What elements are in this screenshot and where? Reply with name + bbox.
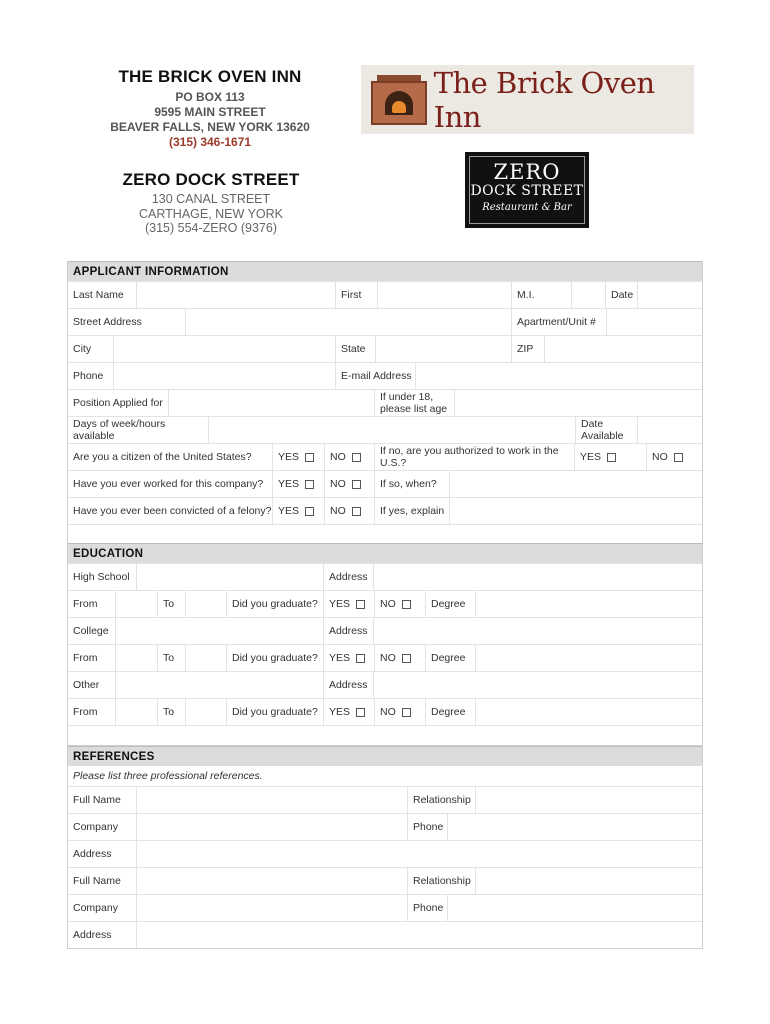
if-yes-field[interactable] [449,498,704,524]
ref2-relationship-field[interactable] [475,868,704,894]
ref2-relationship-label: Relationship [407,868,475,894]
authorized-yes-label: YES [580,451,602,463]
ref1-name-row [68,786,702,813]
date-field[interactable] [637,282,704,308]
position-field[interactable] [168,390,374,416]
ref1-address-label: Address [73,848,112,860]
education-heading: EDUCATION [68,543,702,563]
college-row [68,617,702,644]
last-name-label: Last Name [73,289,124,301]
worked-yes[interactable] [272,471,324,497]
spacer [68,725,702,745]
other-yes-label: YES [329,706,351,718]
logo-zero-line1: ZERO [493,160,561,184]
other-label: Other [73,679,100,691]
hs-from-field[interactable] [115,591,157,617]
city-row [68,335,702,362]
logo-inn-text: The Brick Oven Inn [433,65,655,134]
checkbox-icon[interactable] [402,708,411,717]
citizen-yes[interactable] [272,444,324,470]
position-label: Position Applied for [73,397,163,409]
other-from-field[interactable] [115,699,157,725]
street-address-field[interactable] [185,309,511,335]
other-field[interactable] [115,672,323,698]
checkbox-icon[interactable] [607,453,616,462]
ref1-address-field[interactable] [136,841,704,867]
college-graduate-label: Did you graduate? [226,645,323,671]
high-school-row [68,563,702,590]
zero-dock-street-header [90,170,332,236]
other-address-field[interactable] [373,672,704,698]
mi-label: M.I. [511,282,571,308]
state-field[interactable] [375,336,511,362]
other-degree-field[interactable] [475,699,704,725]
state-label: State [335,336,375,362]
checkbox-icon[interactable] [352,480,361,489]
other-from-label: From [73,706,98,718]
authorized-no[interactable] [646,444,704,470]
college-field[interactable] [115,618,323,644]
phone-field[interactable] [113,363,335,389]
date-label: Date [605,282,637,308]
other-graduate-label: Did you graduate? [226,699,323,725]
zip-field[interactable] [544,336,704,362]
days-field[interactable] [208,417,575,443]
inn-phone: (315) 346-1671 [168,135,252,149]
checkbox-icon[interactable] [402,600,411,609]
authorized-no-label: NO [652,451,668,463]
worked-label: Have you ever worked for this company? [73,478,264,490]
college-yes[interactable] [323,645,374,671]
city-field[interactable] [113,336,335,362]
brick-oven-icon [371,75,424,125]
other-yes[interactable] [323,699,374,725]
ref2-name-row [68,867,702,894]
citizen-row [68,443,702,470]
references-heading: REFERENCES [68,746,702,766]
email-field[interactable] [415,363,704,389]
hs-from-label: From [73,598,98,610]
college-label: College [73,625,109,637]
zero-street: 130 CANAL STREET [151,192,271,206]
other-address-label: Address [323,672,373,698]
ref1-company-field[interactable] [136,814,407,840]
inn-street: 9595 MAIN STREET [154,105,266,119]
hs-address-label: Address [323,564,373,590]
ref1-full-name-label: Full Name [73,794,121,806]
hs-degree-field[interactable] [475,591,704,617]
other-to-label: To [157,699,185,725]
college-degree-field[interactable] [475,645,704,671]
if-yes-label: If yes, explain [374,498,449,524]
city-label: City [73,343,92,355]
name-row [68,281,702,308]
checkbox-icon[interactable] [356,654,365,663]
other-dates-row [68,698,702,725]
ref2-company-label: Company [73,902,118,914]
checkbox-icon[interactable] [305,480,314,489]
college-from-label: From [73,652,98,664]
college-address-label: Address [323,618,373,644]
apartment-field[interactable] [606,309,704,335]
position-row [68,389,702,416]
zero-title: ZERO DOCK STREET [122,170,300,189]
references-note: Please list three professional references. [73,770,263,782]
brick-oven-inn-logo [361,65,694,134]
high-school-label: High School [73,571,130,583]
hs-to-label: To [157,591,185,617]
authorized-yes[interactable] [574,444,646,470]
hs-dates-row [68,590,702,617]
days-row [68,416,702,443]
mi-field[interactable] [571,282,605,308]
college-to-label: To [157,645,185,671]
applicant-section [67,261,703,545]
last-name-field[interactable] [136,282,335,308]
ref2-address-field[interactable] [136,922,704,948]
inn-po-box: PO BOX 113 [175,90,245,104]
brick-oven-inn-header [90,67,330,150]
ref1-relationship-label: Relationship [407,787,475,813]
hs-no-label: NO [380,598,396,610]
felony-label: Have you ever been convicted of a felony? [73,505,272,517]
ref1-company-row [68,813,702,840]
checkbox-icon[interactable] [305,453,314,462]
hs-address-field[interactable] [373,564,704,590]
felony-yes-label: YES [278,505,300,517]
other-no-label: NO [380,706,396,718]
spacer [68,524,702,544]
phone-label: Phone [73,370,104,382]
checkbox-icon[interactable] [402,654,411,663]
citizen-label: Are you a citizen of the United States? [73,451,252,463]
zero-city: CARTHAGE, NEW YORK [138,206,283,221]
college-no-label: NO [380,652,396,664]
checkbox-icon[interactable] [305,507,314,516]
college-to-field[interactable] [185,645,226,671]
references-note-row [68,766,702,786]
logo-zero-line2: DOCK STREET [470,183,584,199]
citizen-yes-label: YES [278,451,300,463]
under-18-label: If under 18, please list age [374,390,454,416]
zero-phone: (315) 554-ZERO (9376) [144,221,277,235]
apartment-label: Apartment/Unit # [511,309,606,335]
ref2-phone-label: Phone [407,895,447,921]
hs-graduate-label: Did you graduate? [226,591,323,617]
felony-yes[interactable] [272,498,324,524]
date-available-field[interactable] [637,417,704,443]
hs-degree-label: Degree [425,591,475,617]
ref2-phone-field[interactable] [447,895,704,921]
other-row [68,671,702,698]
checkbox-icon[interactable] [356,708,365,717]
other-degree-label: Degree [425,699,475,725]
other-no[interactable] [374,699,425,725]
checkbox-icon[interactable] [352,453,361,462]
ref2-company-row [68,894,702,921]
ref2-full-name-field[interactable] [136,868,407,894]
hs-yes-label: YES [329,598,351,610]
days-label: Days of week/hours available [73,418,166,442]
college-from-field[interactable] [115,645,157,671]
ref1-address-row [68,840,702,867]
ref2-address-row [68,921,702,948]
if-so-field[interactable] [449,471,704,497]
hs-to-field[interactable] [185,591,226,617]
college-no[interactable] [374,645,425,671]
felony-no-label: NO [330,505,346,517]
education-section [67,543,703,746]
authorized-label: If no, are you authorized to work in the U.S.? [374,444,574,470]
date-available-label: Date Available [575,417,637,443]
inn-city: BEAVER FALLS, NEW YORK 13620 [110,120,310,134]
college-degree-label: Degree [425,645,475,671]
street-row [68,308,702,335]
email-label: E-mail Address [335,363,415,389]
if-so-label: If so, when? [374,471,449,497]
under-18-field[interactable] [454,390,704,416]
hs-no[interactable] [374,591,425,617]
hs-yes[interactable] [323,591,374,617]
street-address-label: Street Address [73,316,142,328]
worked-yes-label: YES [278,478,300,490]
references-section [67,746,703,949]
ref2-company-field[interactable] [136,895,407,921]
zip-label: ZIP [511,336,544,362]
inn-title: THE BRICK OVEN INN [118,67,302,86]
felony-no[interactable] [324,498,374,524]
checkbox-icon[interactable] [674,453,683,462]
high-school-field[interactable] [136,564,323,590]
felony-row [68,497,702,524]
phone-row [68,362,702,389]
zero-dock-street-logo [465,152,589,228]
first-name-label: First [335,282,377,308]
ref2-full-name-label: Full Name [73,875,121,887]
checkbox-icon[interactable] [356,600,365,609]
citizen-no[interactable] [324,444,374,470]
applicant-heading: APPLICANT INFORMATION [68,261,702,281]
logo-zero-line3: Restaurant & Bar [482,202,572,213]
college-address-field[interactable] [373,618,704,644]
ref1-phone-field[interactable] [447,814,704,840]
citizen-no-label: NO [330,451,346,463]
college-yes-label: YES [329,652,351,664]
ref1-phone-label: Phone [407,814,447,840]
worked-no[interactable] [324,471,374,497]
worked-no-label: NO [330,478,346,490]
other-to-field[interactable] [185,699,226,725]
ref1-full-name-field[interactable] [136,787,407,813]
ref1-relationship-field[interactable] [475,787,704,813]
college-dates-row [68,644,702,671]
worked-row [68,470,702,497]
ref1-company-label: Company [73,821,118,833]
ref2-address-label: Address [73,929,112,941]
checkbox-icon[interactable] [352,507,361,516]
first-name-field[interactable] [377,282,511,308]
